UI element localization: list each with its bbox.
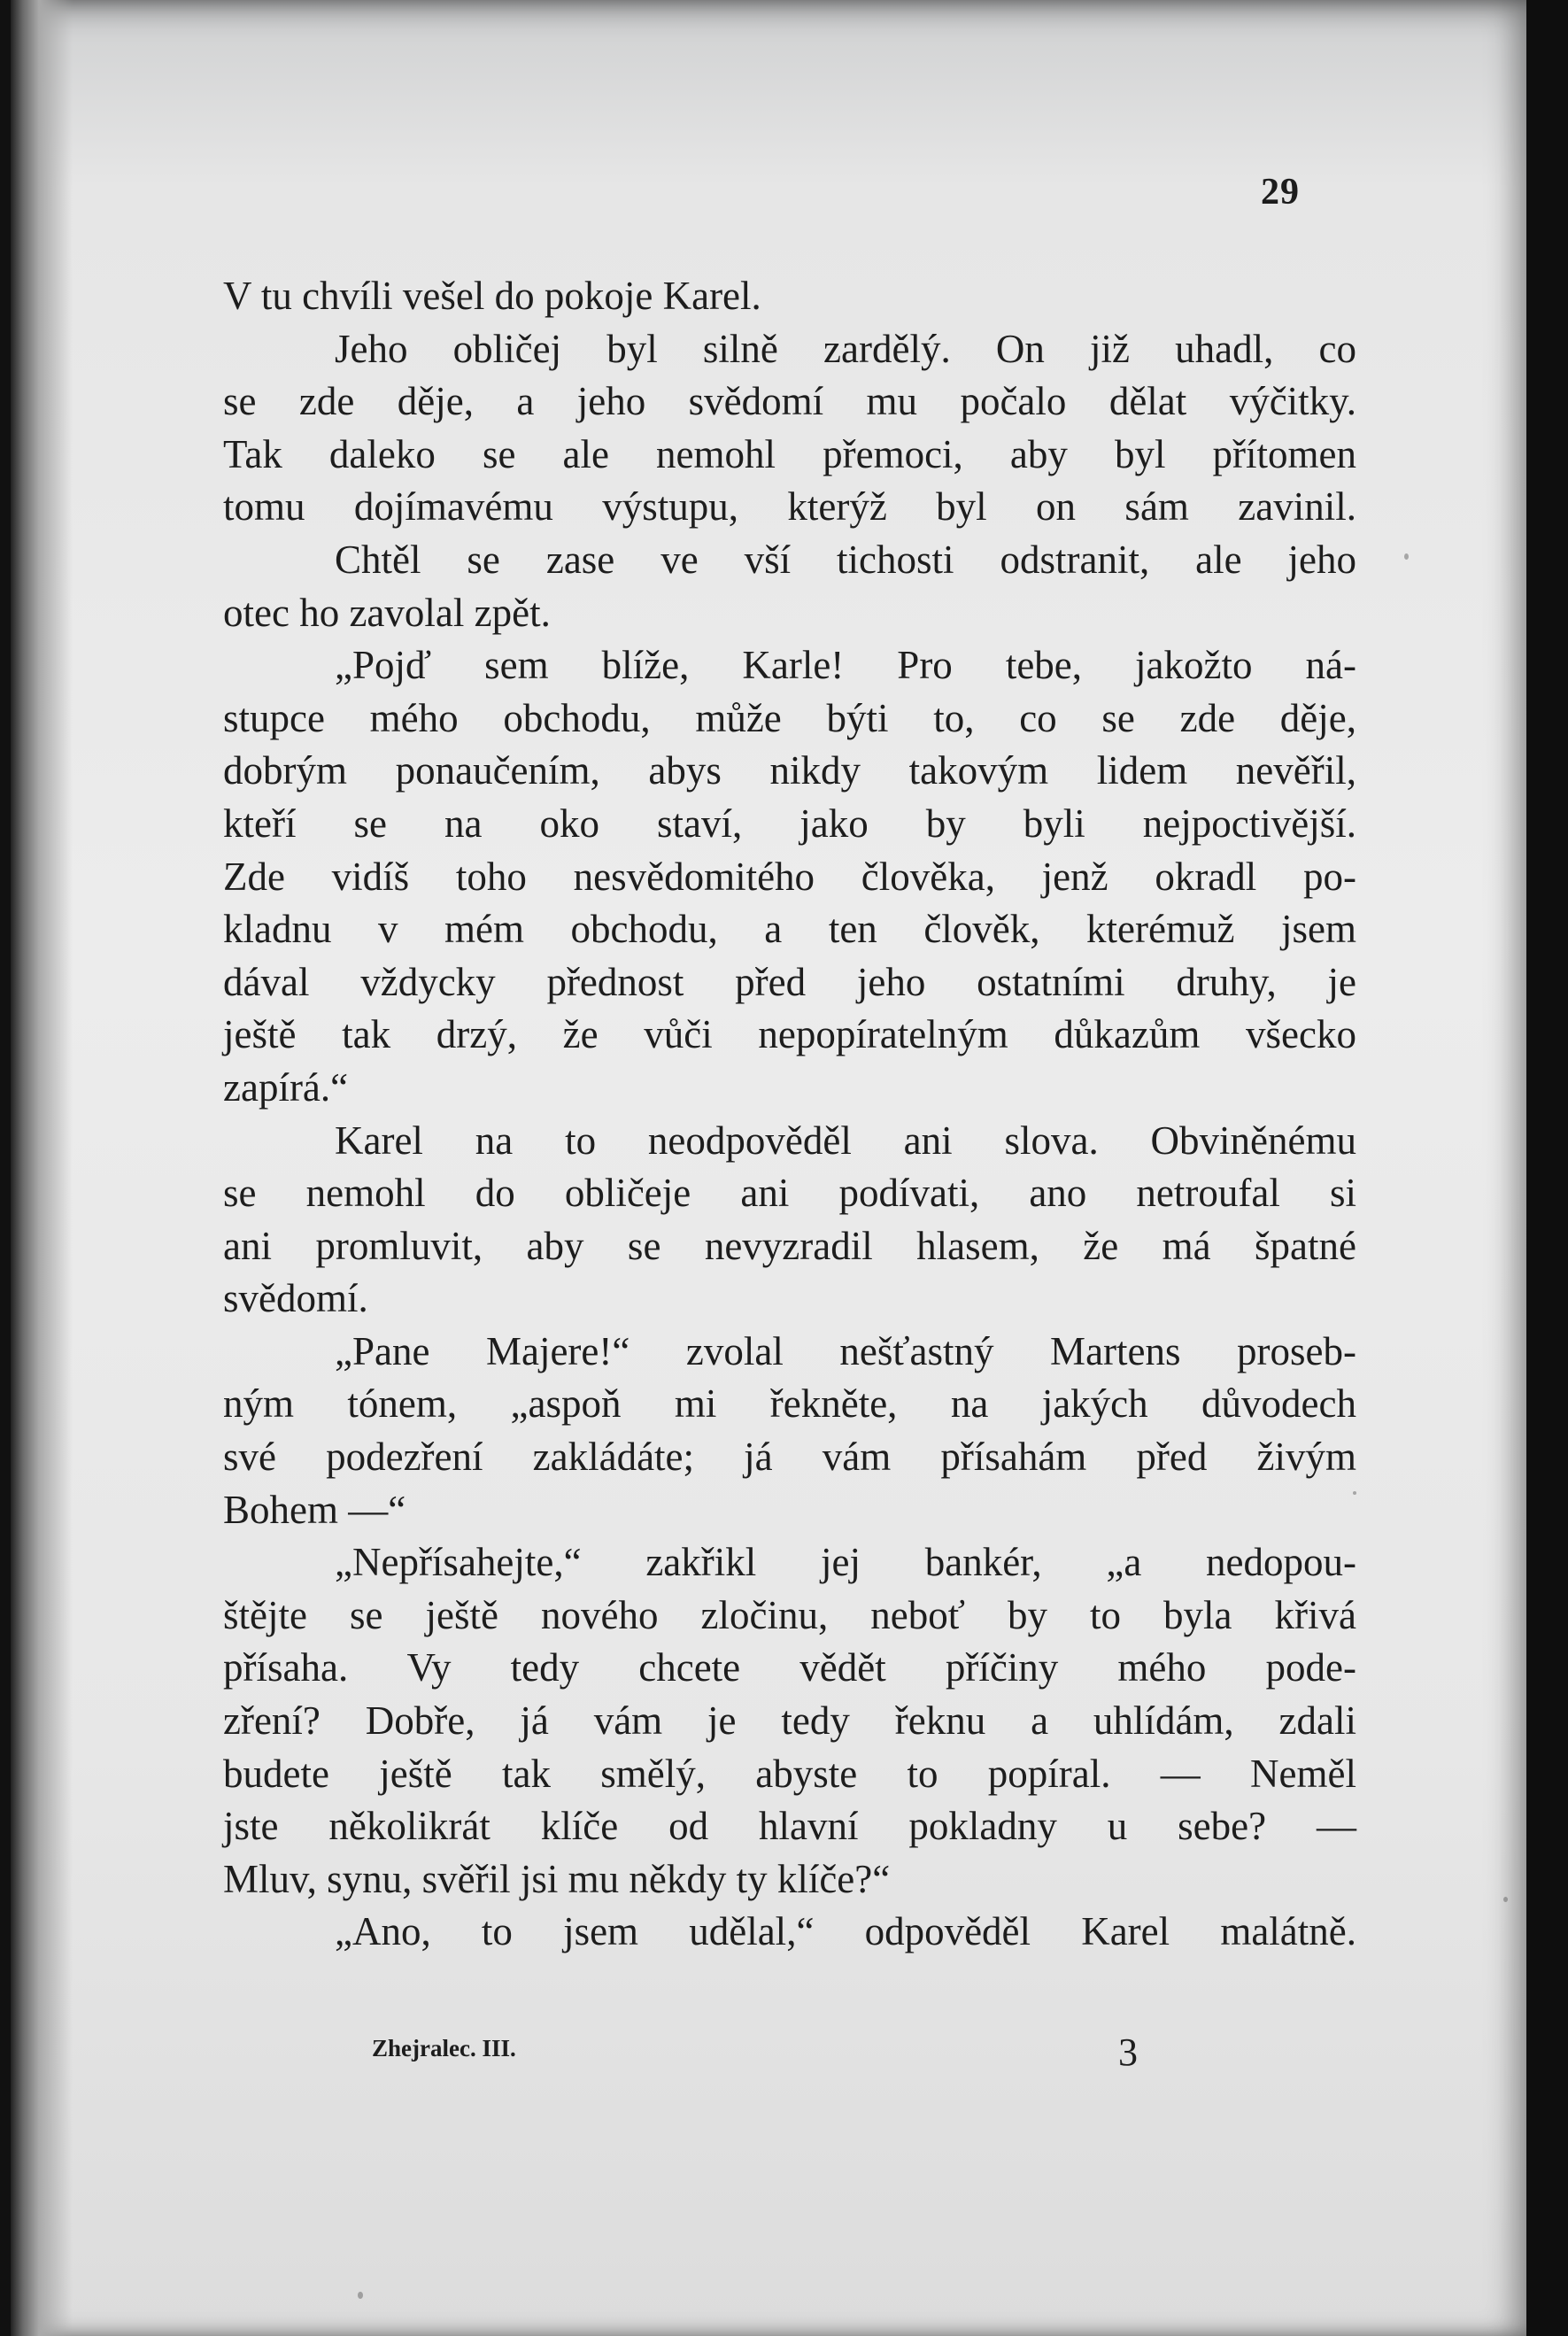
text-line: budete ještě tak smělý, abyste to popíral. — Neměl <box>223 1751 1356 1796</box>
text-line: Jeho obličej byl silně zardělý. On již uhadl, co <box>335 326 1356 371</box>
text-line: ještě tak drzý, že vůči nepopíratelným důkazům všecko <box>223 1012 1356 1057</box>
text-line: stupce mého obchodu, může býti to, co se zde děje, <box>223 695 1356 740</box>
page-number: 29 <box>1261 172 1300 213</box>
text-line: „Ano, to jsem udělal,“ odpověděl Karel malátně. <box>335 1909 1356 1954</box>
text-line: se zde děje, a jeho svědomí mu počalo dělat výčitky. <box>223 379 1356 424</box>
text-line: Zde vidíš toho nesvědomitého člověka, jenž okradl po- <box>223 854 1356 899</box>
text-line: ani promluvit, aby se nevyzradil hlasem, že má špatné <box>223 1223 1356 1268</box>
text-line: štějte se ještě nového zločinu, neboť by to byla křivá <box>223 1592 1356 1637</box>
text-line: zapírá.“ <box>223 1064 349 1110</box>
text-line: přísaha. Vy tedy chcete vědět příčiny mého pode- <box>223 1645 1356 1690</box>
text-line: ným tónem, „aspoň mi řekněte, na jakých důvodech <box>223 1381 1356 1427</box>
text-line: Tak daleko se ale nemohl přemoci, aby byl přítomen <box>223 431 1356 476</box>
text-line: kladnu v mém obchodu, a ten člověk, kterémuž jsem <box>223 907 1356 952</box>
signature-mark: 3 <box>1118 2030 1138 2074</box>
text-line: kteří se na oko staví, jako by byli nejpoctivější. <box>223 801 1356 846</box>
paper-speck <box>1404 553 1409 560</box>
text-line: se nemohl do obličeje ani podívati, ano netroufal si <box>223 1171 1356 1216</box>
text-line: V tu chvíli vešel do pokoje Karel. <box>223 274 761 318</box>
paper-speck <box>358 2292 363 2299</box>
text-line: Chtěl se zase ve vší tichosti odstranit, ale jeho <box>335 537 1356 582</box>
text-line: zření? Dobře, já vám je tedy řeknu a uhlídám, zdali <box>223 1698 1356 1744</box>
text-line: dával vždycky přednost před jeho ostatními druhy, je <box>223 959 1356 1004</box>
text-line: Mluv, synu, svěřil jsi mu někdy ty klíče?“ <box>223 1856 891 1901</box>
book-page <box>11 0 1526 2336</box>
text-line: svědomí. <box>223 1276 368 1321</box>
body-text <box>223 270 1356 1959</box>
text-line: jste několikrát klíče od hlavní pokladny u sebe? — <box>223 1804 1356 1849</box>
paper-speck <box>1353 1491 1356 1495</box>
text-line: Karel na to neodpověděl ani slova. Obviněnému <box>335 1118 1356 1163</box>
text-line: své podezření zakládáte; já vám přísahám před živým <box>223 1435 1356 1480</box>
text-line: Bohem —“ <box>223 1487 406 1532</box>
page-binding-shadow <box>11 0 73 2336</box>
text-line: dobrým ponaučením, abys nikdy takovým lidem nevěřil, <box>223 748 1356 793</box>
printer-signature: Zhejralec. III. <box>372 2035 516 2061</box>
text-line: otec ho zavolal zpět. <box>223 590 551 635</box>
scan-border <box>1526 0 1568 2336</box>
text-line: „Pojď sem blíže, Karle! Pro tebe, jakožto ná- <box>335 643 1356 688</box>
text-line: „Pane Majere!“ zvolal nešťastný Martens proseb- <box>335 1328 1356 1373</box>
paper-speck <box>1503 1897 1508 1902</box>
text-line: „Nepřísahejte,“ zakřikl jej bankér, „a nedopou- <box>335 1540 1356 1585</box>
page-footer <box>223 2030 1356 2074</box>
text-line: tomu dojímavému výstupu, kterýž byl on sám zavinil. <box>223 484 1356 530</box>
